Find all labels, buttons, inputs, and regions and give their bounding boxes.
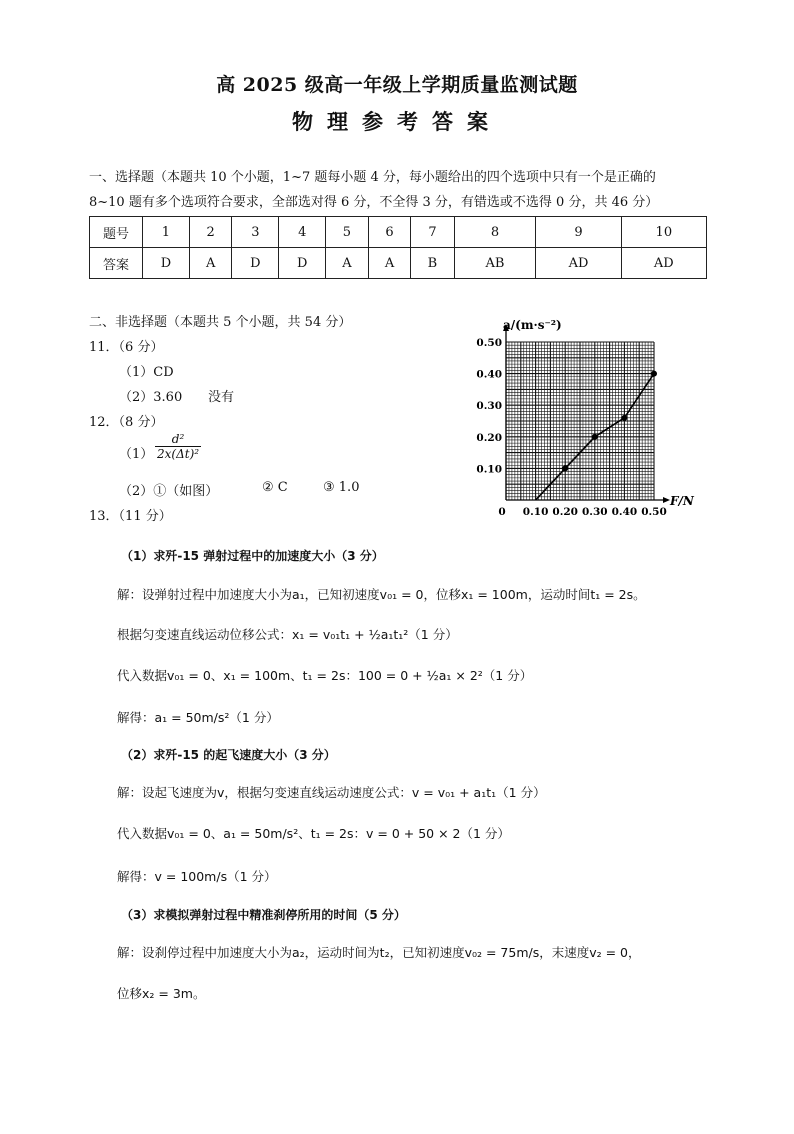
table-cell-answer: A	[368, 248, 411, 279]
x-tick-label: 0	[498, 506, 506, 518]
data-point	[621, 415, 627, 421]
table-cell-number: 8	[454, 217, 536, 248]
section1-instructions-line1: 一、选择题（本题共 10 个小题，1~7 题每小题 4 分，每小题给出的四个选项中只有一个是正确的	[89, 170, 656, 185]
y-tick-label: 0.30	[476, 400, 502, 413]
q12-part2-c: ③ 1.0	[323, 480, 360, 495]
x-tick-label: 0.40	[611, 506, 638, 518]
q13-part1-line2: 根据匀变速直线运动位移公式：x₁ = v₀₁t₁ + ½a₁t₁²（1 分）	[117, 627, 458, 642]
q13-part3-line2: 位移x₂ = 3m。	[117, 986, 206, 1001]
graph-grid	[506, 342, 654, 500]
table-cell-number: 2	[189, 217, 232, 248]
table-cell-number: 1	[143, 217, 190, 248]
data-point	[562, 465, 568, 471]
q13-part2-line2: 代入数据v₀₁ = 0、a₁ = 50m/s²、t₁ = 2s：v = 0 + 50 × 2（1 分）	[117, 826, 510, 841]
q13-part1-line1: 解：设弹射过程中加速度大小为a₁，已知初速度v₀₁ = 0，位移x₁ = 100m，运动时间t₁ = 2s。	[117, 587, 646, 602]
table-cell-number: 6	[368, 217, 411, 248]
table-header-question-number: 题号	[90, 217, 143, 248]
table-cell-answer: AD	[621, 248, 706, 279]
table-cell-answer: AD	[536, 248, 621, 279]
table-cell-number: 9	[536, 217, 621, 248]
y-tick-label: 0.50	[476, 337, 502, 349]
x-axis-arrow	[663, 497, 670, 503]
q11-part1: （1）CD	[119, 365, 174, 380]
q13-part3-line1: 解：设刹停过程中加速度大小为a₂，运动时间为t₂，已知初速度v₀₂ = 75m/s，末速度v₂ = 0，	[117, 945, 641, 960]
table-cell-answer: D	[232, 248, 279, 279]
table-header-answer: 答案	[90, 248, 143, 279]
page-title: 高 2025 级高一年级上学期质量监测试题	[216, 74, 578, 96]
table-cell-number: 3	[232, 217, 279, 248]
y-axis-label: a/(m·s⁻²)	[503, 318, 562, 332]
q12-part1-prefix: （1）	[119, 447, 154, 462]
q13-part3-heading: （3）求模拟弹射过程中精准刹停所用的时间（5 分）	[121, 908, 406, 922]
y-tick-label: 0.10	[476, 463, 502, 476]
q13-part2-heading: （2）求歼-15 的起飞速度大小（3 分）	[121, 748, 336, 762]
q13-part2-line3: 解得：v = 100m/s（1 分）	[117, 869, 277, 884]
q11-part2-value: （2）3.60	[119, 390, 183, 405]
q12-part2: （2）①（如图）	[119, 484, 219, 499]
x-tick-label: 0.20	[552, 506, 578, 518]
y-tick-label: 0.40	[476, 368, 502, 381]
q12-label: 12．（8 分）	[89, 415, 164, 430]
table-cell-number: 4	[279, 217, 326, 248]
data-point	[592, 434, 598, 440]
answer-table	[89, 216, 707, 279]
table-cell-number: 10	[621, 217, 706, 248]
x-tick-label: 0.10	[522, 506, 549, 518]
table-cell-answer: B	[411, 248, 454, 279]
x-tick-label: 0.50	[641, 506, 667, 518]
acceleration-force-graph	[468, 312, 698, 522]
table-cell-number: 5	[326, 217, 369, 248]
table-row-numbers	[90, 217, 707, 248]
q13-part2-line1: 解：设起飞速度为v，根据匀变速直线运动速度公式：v = v₀₁ + a₁t₁（1 分）	[117, 785, 546, 800]
y-tick-label: 0.20	[476, 431, 502, 444]
fraction-denominator: 2x(Δt)²	[157, 447, 200, 461]
table-cell-number: 7	[411, 217, 454, 248]
table-cell-answer: AB	[454, 248, 536, 279]
x-tick-label: 0.30	[582, 506, 608, 518]
q12-part2-b: ② C	[262, 480, 288, 495]
table-cell-answer: D	[279, 248, 326, 279]
q13-part1-line3: 代入数据v₀₁ = 0、x₁ = 100m、t₁ = 2s：100 = 0 + ½a₁ × 2²（1 分）	[117, 668, 533, 683]
q13-label: 13．（11 分）	[89, 509, 172, 524]
section2-heading: 二、非选择题（本题共 5 个小题，共 54 分）	[89, 315, 352, 330]
q11-label: 11．（6 分）	[89, 340, 164, 355]
q13-part1-line4: 解得：a₁ = 50m/s²（1 分）	[117, 710, 279, 725]
table-cell-answer: A	[326, 248, 369, 279]
table-cell-answer: A	[189, 248, 232, 279]
fraction-numerator: d²	[171, 432, 185, 446]
table-cell-answer: D	[143, 248, 190, 279]
q13-part1-heading: （1）求歼-15 弹射过程中的加速度大小（3 分）	[121, 549, 384, 563]
q11-part2-answer: 没有	[208, 390, 235, 405]
q12-fraction	[155, 432, 201, 461]
data-point	[651, 371, 657, 377]
table-row-answers	[90, 248, 707, 279]
x-axis-label: F/N	[670, 494, 694, 508]
section1-instructions-line2: 8~10 题有多个选项符合要求，全部选对得 6 分，不全得 3 分，有错选或不选得 0 分，共 46 分）	[89, 195, 659, 210]
page-subtitle: 物理参考答案	[292, 109, 502, 134]
